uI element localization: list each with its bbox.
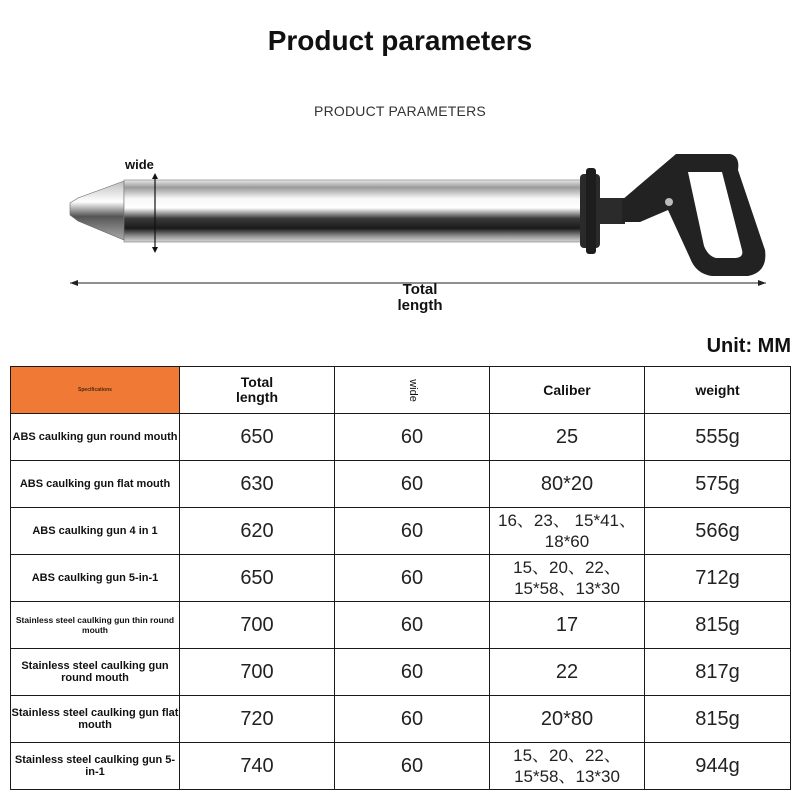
row-weight: 815g <box>645 602 791 649</box>
column-header-total-length <box>180 367 335 414</box>
table-header-row <box>11 367 791 414</box>
row-name: ABS caulking gun round mouth <box>11 414 180 461</box>
row-name: Stainless steel caulking gun 5-in-1 <box>11 743 180 790</box>
row-total-length: 720 <box>180 696 335 743</box>
column-header-wide <box>335 367 490 414</box>
table-row <box>11 696 791 743</box>
column-header-wide-text: wide <box>406 378 419 402</box>
row-wide: 60 <box>335 696 490 743</box>
table-row <box>11 555 791 602</box>
row-wide: 60 <box>335 743 490 790</box>
row-caliber: 15、20、22、 15*58、13*30 <box>490 555 645 602</box>
table-row <box>11 743 791 790</box>
row-caliber: 20*80 <box>490 696 645 743</box>
unit-label: Unit: MM <box>706 335 791 357</box>
row-weight: 712g <box>645 555 791 602</box>
row-caliber: 15、20、22、 15*58、13*30 <box>490 743 645 790</box>
gun-handle <box>622 154 765 276</box>
row-total-length: 620 <box>180 508 335 555</box>
gun-nozzle <box>70 181 124 240</box>
column-header-total-length-text: Total length <box>236 374 278 405</box>
column-header-specifications: Specifications <box>11 367 180 414</box>
column-header-caliber: Caliber <box>490 367 645 414</box>
row-caliber: 17 <box>490 602 645 649</box>
row-total-length: 700 <box>180 602 335 649</box>
row-name: ABS caulking gun 5-in-1 <box>11 555 180 602</box>
row-name: Stainless steel caulking gun flat mouth <box>11 696 180 743</box>
row-caliber: 22 <box>490 649 645 696</box>
row-name: ABS caulking gun flat mouth <box>11 461 180 508</box>
row-weight: 555g <box>645 414 791 461</box>
gun-barrel <box>124 180 586 242</box>
row-name: Stainless steel caulking gun round mouth <box>11 649 180 696</box>
row-total-length: 650 <box>180 414 335 461</box>
page-subtitle: PRODUCT PARAMETERS <box>314 103 486 119</box>
row-name: ABS caulking gun 4 in 1 <box>11 508 180 555</box>
total-length-dimension-label: Total length <box>397 281 443 314</box>
column-header-weight: weight <box>645 367 791 414</box>
wide-dimension-label: wide <box>125 157 154 172</box>
parameters-table <box>10 366 791 790</box>
row-total-length: 740 <box>180 743 335 790</box>
row-weight: 815g <box>645 696 791 743</box>
row-wide: 60 <box>335 461 490 508</box>
row-weight: 566g <box>645 508 791 555</box>
row-weight: 817g <box>645 649 791 696</box>
row-total-length: 650 <box>180 555 335 602</box>
row-weight: 944g <box>645 743 791 790</box>
table-row <box>11 649 791 696</box>
row-wide: 60 <box>335 649 490 696</box>
row-wide: 60 <box>335 414 490 461</box>
row-caliber: 25 <box>490 414 645 461</box>
row-wide: 60 <box>335 602 490 649</box>
table-row <box>11 602 791 649</box>
table-row <box>11 414 791 461</box>
page-title: Product parameters <box>267 25 533 56</box>
row-caliber: 80*20 <box>490 461 645 508</box>
row-weight: 575g <box>645 461 791 508</box>
table-row <box>11 461 791 508</box>
row-total-length: 700 <box>180 649 335 696</box>
row-name: Stainless steel caulking gun thin round mouth <box>11 602 180 649</box>
row-total-length: 630 <box>180 461 335 508</box>
gun-end-cap <box>580 168 625 254</box>
table-row <box>11 508 791 555</box>
row-wide: 60 <box>335 508 490 555</box>
row-caliber: 16、23、 15*41、18*60 <box>490 508 645 555</box>
row-wide: 60 <box>335 555 490 602</box>
